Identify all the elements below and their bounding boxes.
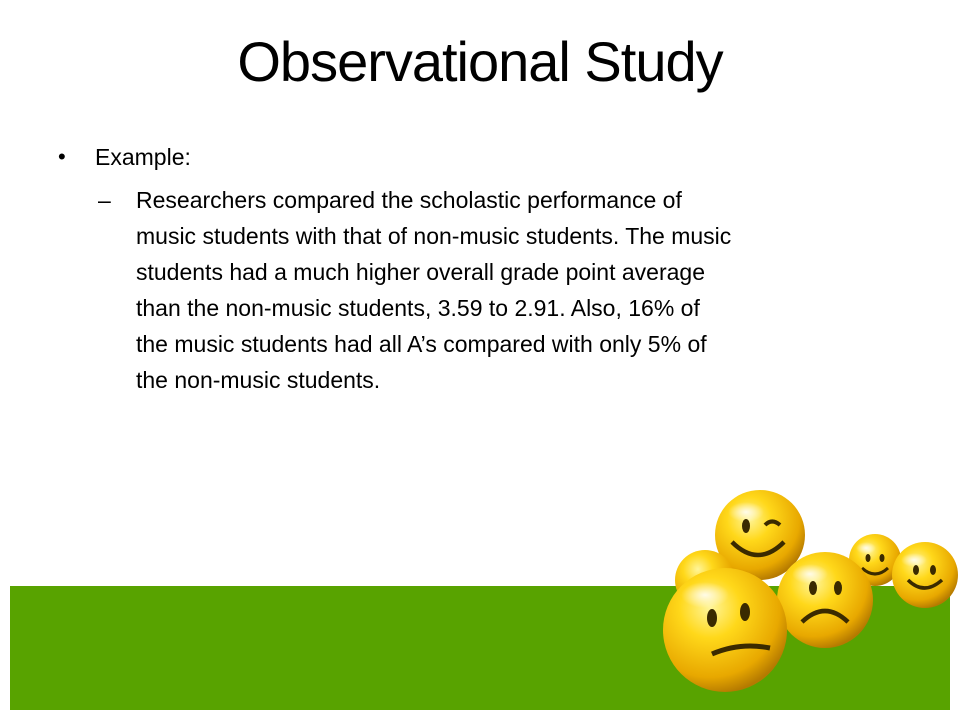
slide-title: Observational Study [237, 30, 723, 93]
smiley-faces-illustration [650, 470, 960, 720]
bullet-item [58, 138, 191, 176]
text-line: Researchers compared the scholastic performance of [136, 187, 682, 213]
bullet-marker: • [58, 144, 66, 169]
bullet-text: Example: [95, 144, 191, 170]
text-line: students had a much higher overall grade point average [136, 259, 705, 285]
text-line: music students with that of non-music students. The music [136, 223, 732, 249]
sub-bullet-text [136, 182, 914, 398]
smiley-right [892, 542, 958, 608]
sub-bullet-item [98, 182, 918, 398]
text-line: than the non-music students, 3.59 to 2.91. Also, 16% of [136, 295, 700, 321]
text-line: the music students had all A’s compared with only 5% of [136, 331, 707, 357]
smiley-front [663, 568, 787, 692]
dash-marker: – [98, 187, 111, 213]
smiley-sad [777, 552, 873, 648]
text-line: the non-music students. [136, 367, 381, 393]
